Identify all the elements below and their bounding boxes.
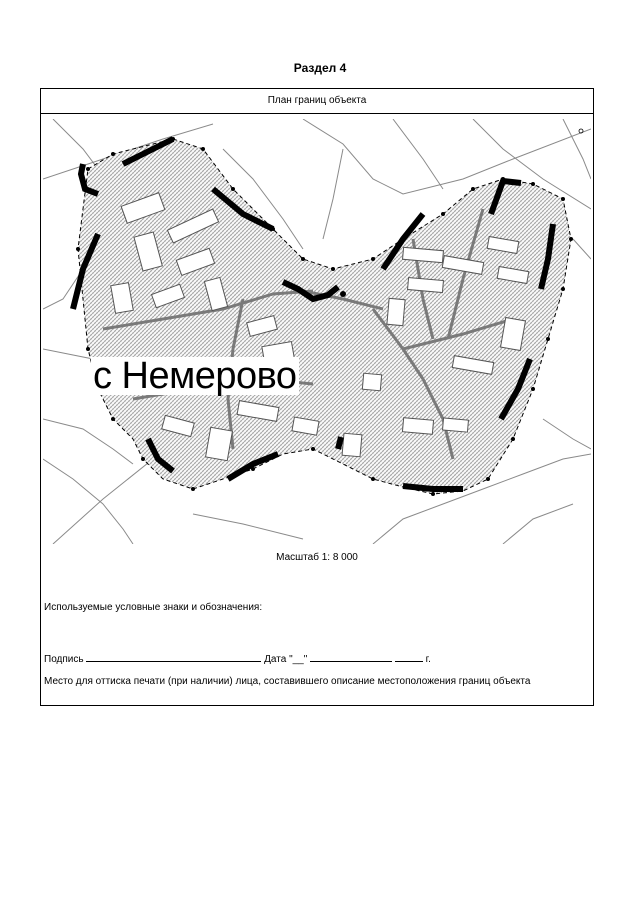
signature-label: Подпись bbox=[44, 654, 84, 665]
village-label: с Немерово bbox=[93, 355, 297, 397]
boundary-map bbox=[43, 119, 591, 544]
scale-label: Масштаб 1: 8 000 bbox=[276, 552, 358, 563]
plan-header: План границ объекта bbox=[41, 89, 593, 114]
date-month-field[interactable] bbox=[310, 652, 392, 662]
legend-label: Используемые условные знаки и обозначения: bbox=[44, 602, 263, 613]
year-suffix: г. bbox=[425, 654, 431, 665]
boundary-plan-frame bbox=[40, 88, 594, 706]
signature-row bbox=[44, 652, 431, 665]
stamp-note: Место для оттиска печати (при наличии) лица, составившего описание местоположения границ объекта bbox=[44, 676, 531, 687]
signature-field[interactable] bbox=[86, 652, 261, 662]
date-label: Дата "__" bbox=[264, 654, 308, 665]
section-title: Раздел 4 bbox=[293, 61, 347, 75]
date-year-field[interactable] bbox=[395, 652, 423, 662]
